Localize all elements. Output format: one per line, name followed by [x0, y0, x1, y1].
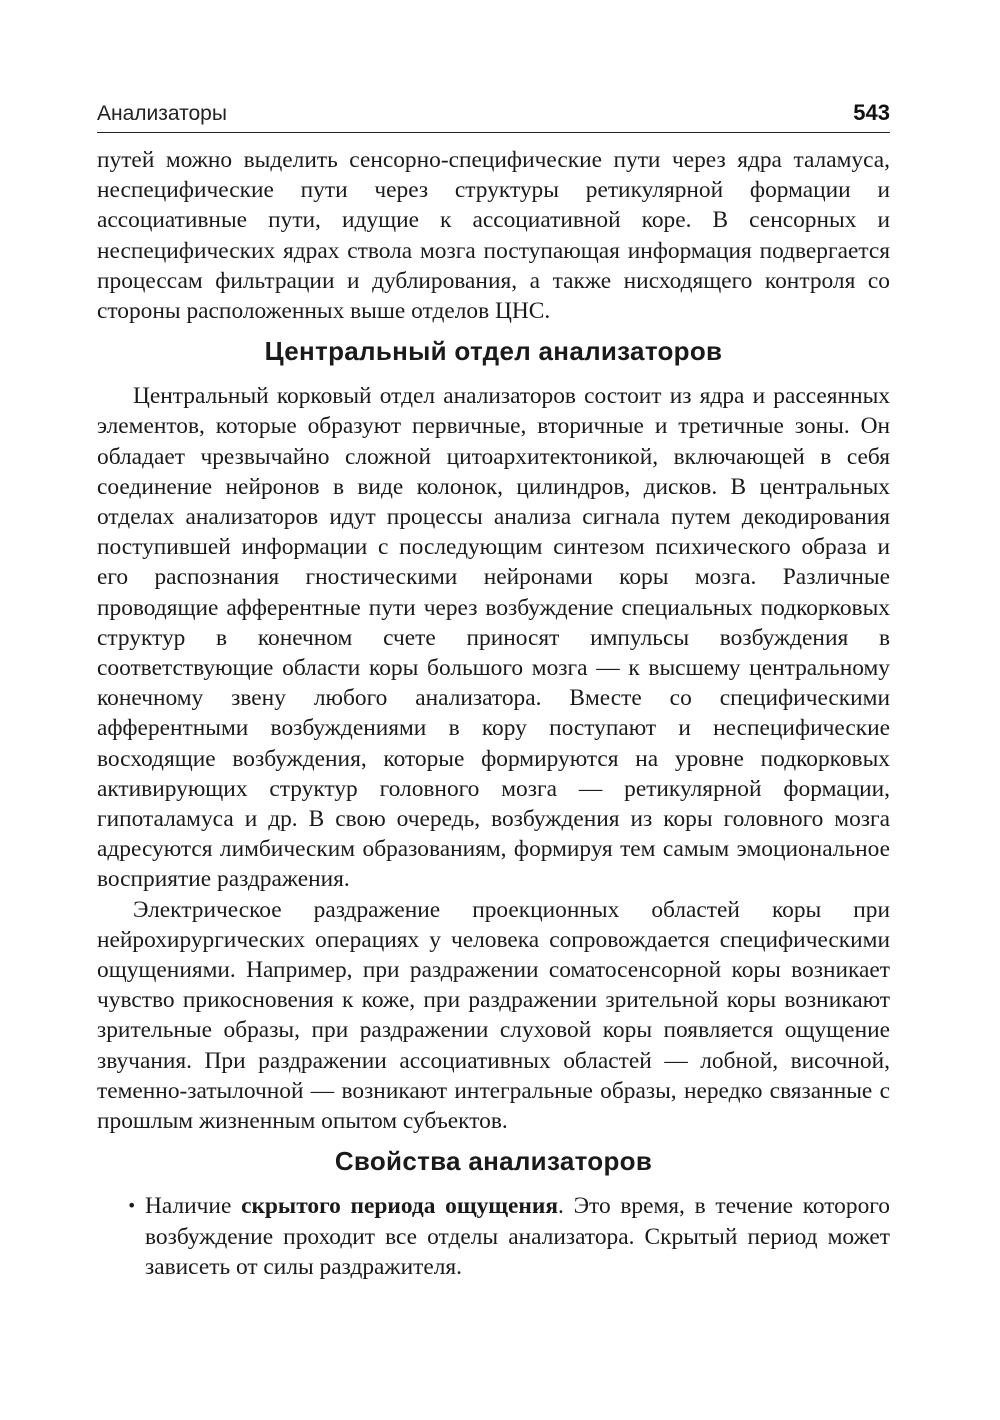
section-heading-properties: Свойства анализаторов: [334, 1146, 653, 1177]
running-title: Анализаторы: [97, 102, 227, 125]
list-item-text: [145, 1191, 890, 1282]
list-item-rest: . Это время, в течение которого возбуждение проходит все отделы анализатора. Скрытый период может зависеть от силы раздражителя.: [145, 1193, 890, 1280]
central-paragraph-2: Электрическое раздражение проекционных областей коры при нейрохирургических операциях у человека сопровождается специфическими ощущениями. Например, при раздражении соматосенсорной коры возникает чувство прикосновения к коже, при раздражении зрительной коры возникают зрительные образы, при раздражении слуховой коры появляется ощущение звучания. При раздражении ассоциативных областей — лобной, височной, теменно-затылочной — возникают интегральные образы, нередко связанные с прошлым жизненным опытом субъектов.: [97, 896, 890, 1135]
intro-paragraph: путей можно выделить сенсорно-специфические пути через ядра таламуса, неспецифические пути через структуры ретикулярной формации и ассоциативные пути, идущие к ассоциативной коре. В сенсорных и неспецифических ядрах ствола мозга поступающая информация подвергается процессам фильтрации и дублирования, а также нисходящего контроля со стороны расположенных выше отделов ЦНС.: [97, 147, 890, 325]
bullet-icon: •: [127, 1196, 137, 1216]
section-heading-central: Центральный отдел анализаторов: [264, 336, 723, 367]
list-item-lead: Наличие: [145, 1193, 242, 1220]
properties-list: [97, 1191, 890, 1282]
page-number: 543: [853, 100, 890, 125]
central-paragraph-1: Центральный корковый отдел анализаторов состоит из ядра и рассеянных элементов, которые образуют первичные, вторичные и третичные зоны. Он обладает чрезвычайно сложной цитоархитектоникой, включающей в себя соединение нейронов в виде колонок, цилиндров, дисков. В центральных отделах анализаторов идут процессы анализа сигнала путем декодирования поступившей информации с последующим синтезом психического образа и его распознания гностическими нейронами коры мозга. Различные проводящие афферентные пути через возбуждение специальных подкорковых структур в конечном счете приносят импульсы возбуждения в соответствующие области коры большого мозга — к высшему центральному конечному звену любого анализатора. Вместе со специфическими афферентными возбуждениями в кору поступают и неспецифические восходящие возбуждения, которые формируются на уровне подкорковых активирующих структур головного мозга — ретикулярной формации, гипоталамуса и др. В свою очередь, возбуждения из коры головного мозга адресуются лимбическим образованиям, формируя тем самым эмоциональное восприятие раздражения.: [97, 383, 890, 893]
list-item-term: скрытого периода ощущения: [241, 1193, 559, 1220]
running-header: [97, 100, 890, 133]
list-item: [97, 1191, 890, 1282]
book-page: [97, 100, 890, 1282]
